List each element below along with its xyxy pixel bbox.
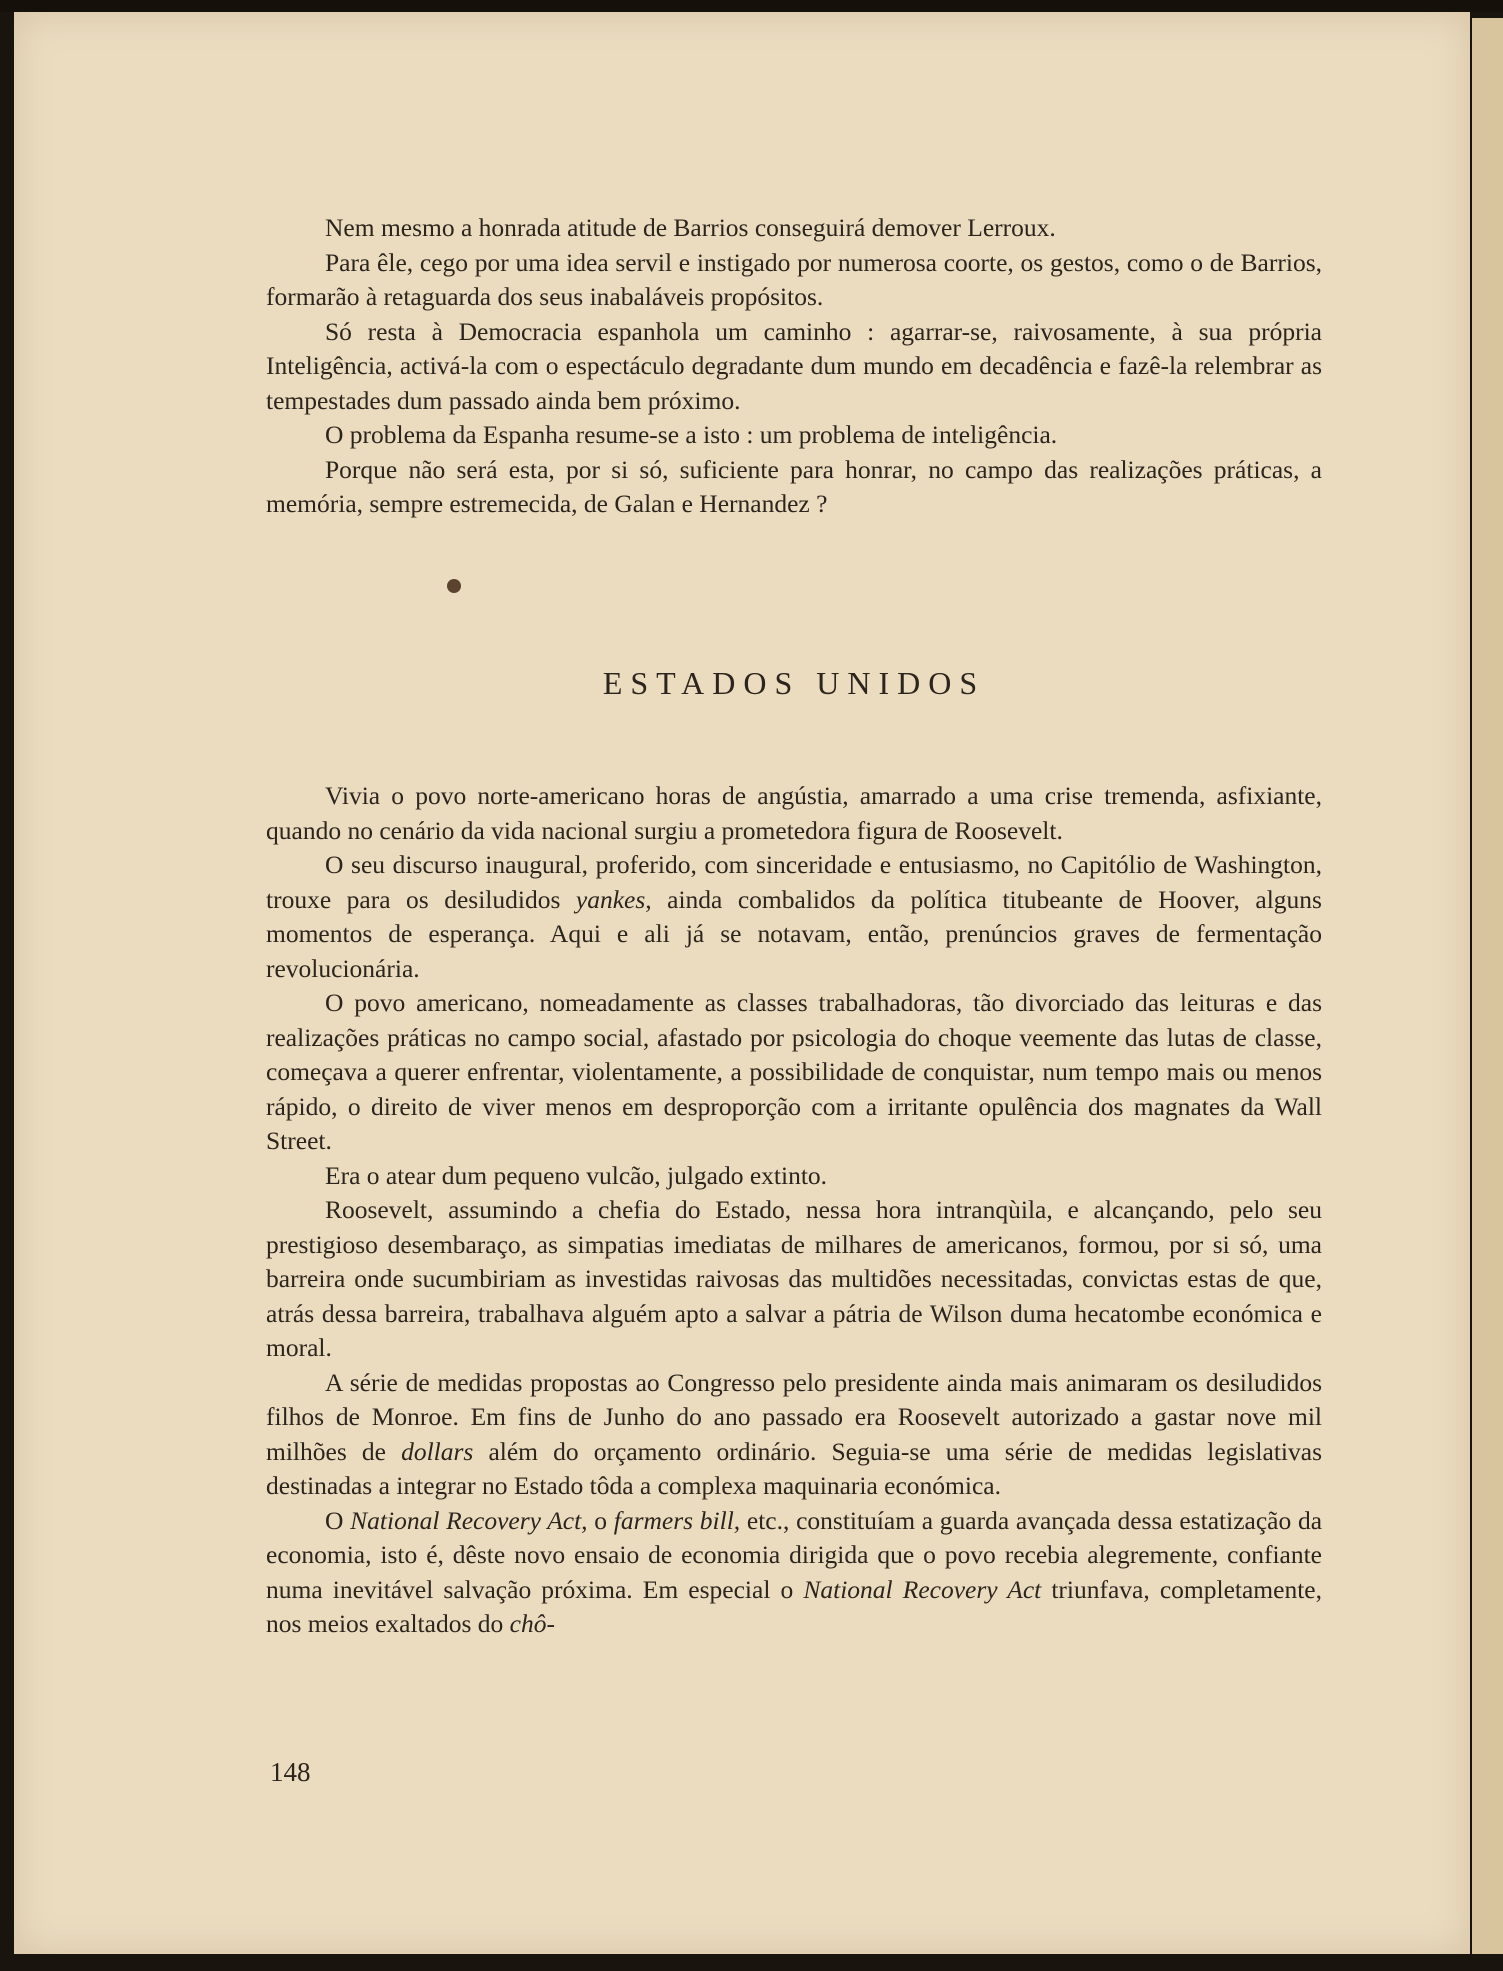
text-run: O xyxy=(325,1505,351,1535)
text-run: etc., constituíam a guarda avançada dessa estatização da economia, isto é, dêste novo ensaio de economia dirigida que o povo recebia alegremente, confiante numa inevitável salvação próxima. Em especial o xyxy=(266,1505,1323,1604)
text-run: além do orçamento ordinário. Seguia-se uma série de medidas legislativas destinadas a integrar no Estado tôda a complexa maquinaria económica. xyxy=(266,1436,1322,1500)
text-run: triunfava, completamente, nos meios exaltados do xyxy=(266,1574,1322,1638)
text-run: o xyxy=(587,1505,614,1535)
text-run: A série de medidas propostas ao Congresso pelo presidente ainda mais animaram os desiludidos filhos de Monroe. Em fins de Junho do ano passado era Roosevelt autorizado a gastar nove mil milhões de xyxy=(266,1367,1322,1466)
italic-term: chô- xyxy=(509,1609,555,1638)
italic-term: National Recovery Act, xyxy=(350,1505,588,1535)
ink-spot-ornament xyxy=(447,579,461,593)
paragraph: Só resta à Democracia espanhola um caminho : agarrar-se, raivosamente, à sua própria Inteligência, activá-la com o espectáculo degradante dum mundo em decadência e fazê-la relembrar as tempestades dum passado ainda bem próximo. xyxy=(266,316,1322,415)
paragraph: Roosevelt, assumindo a chefia do Estado, nessa hora intranqùila, e alcançando, pelo seu prestigioso desembaraço, as simpatias imediatas de milhares de americanos, formou, por si só, uma barreira onde sucumbiriam as investidas raivosas das multidões necessitadas, convictas estas de que, atrás dessa barreira, trabalhava alguém apto a salvar a pátria de Wilson duma hecatombe económica e moral. xyxy=(266,1195,1322,1362)
paragraph: O povo americano, nomeadamente as classes trabalhadoras, tão divorciado das leituras e das realizações práticas no campo social, afastado por psicologia do choque veemente das lutas de classe, começava a querer enfrentar, violentamente, a possibilidade de conquistar, num tempo mais ou menos rápido, o direito de viver menos em desproporção com a irritante opulência dos magnates da Wall Street. xyxy=(266,988,1322,1155)
italic-term: farmers bill, xyxy=(613,1505,741,1535)
paragraph: Porque não será esta, por si só, suficiente para honrar, no campo das realizações práticas, a memória, sempre estremecida, de Galan e Hernandez ? xyxy=(266,454,1322,518)
paragraph: Vivia o povo norte-americano horas de angústia, amarrado a uma crise tremenda, asfixiante, quando no cenário da vida nacional surgiu a prometedora figura de Roosevelt. xyxy=(266,781,1322,845)
scan-top-edge xyxy=(0,0,1503,12)
italic-term: yankes, xyxy=(575,884,652,914)
paragraph: Nem mesmo a honrada atitude de Barrios conseguirá demover Lerroux. xyxy=(325,213,1056,242)
paragraph xyxy=(266,1504,1322,1642)
paragraph: O problema da Espanha resume-se a isto : um problema de inteligência. xyxy=(325,420,1058,449)
italic-term: dollars xyxy=(401,1436,474,1466)
italic-term: National Recovery Act xyxy=(803,1574,1042,1604)
text-block-top xyxy=(266,211,1322,522)
paragraph: Para êle, cego por uma idea servil e instigado por numerosa coorte, os gestos, como o de Barrios, formarão à retaguarda dos seus inabaláveis propósitos. xyxy=(266,247,1322,311)
next-page-edge xyxy=(1472,18,1503,1954)
section-title: ESTADOS UNIDOS xyxy=(602,665,986,701)
text-run: ainda combalidos da política titubeante de Hoover, alguns momentos de esperança. Aqui e ali já se notavam, então, prenúncios graves de fermentação revolucionária. xyxy=(266,884,1322,983)
text-block-main xyxy=(266,779,1322,1642)
page-number: 148 xyxy=(270,1757,311,1787)
paragraph xyxy=(266,848,1322,986)
paragraph: Era o atear dum pequeno vulcão, julgado extinto. xyxy=(325,1160,828,1190)
text-run: O seu discurso inaugural, proferido, com sinceridade e entusiasmo, no Capitólio de Washington, trouxe para os desiludidos xyxy=(266,850,1322,914)
paragraph xyxy=(266,1366,1322,1504)
